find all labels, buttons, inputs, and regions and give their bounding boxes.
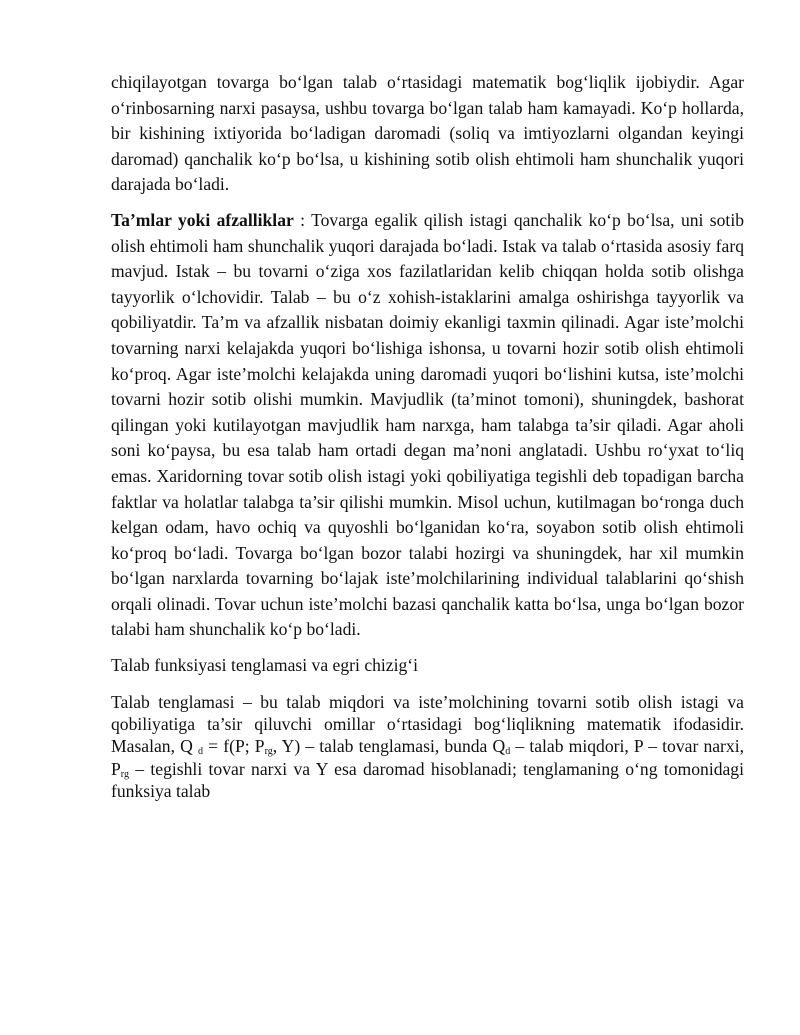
paragraph-income [111,70,744,198]
eq-subscript-rg: rg [264,746,273,758]
paragraph-tastes [111,208,744,643]
eq-text-3: , Y) – talab tenglamasi, bunda Q [272,736,506,757]
paragraph-tastes-text: : Tovarga egalik qilish istagi qanchalik ko‘p bo‘lsa, uni sotib olish ehtimoli ham shunchalik yuqori darajada bo‘ladi. Istak va talab o‘rtasida asosiy farq mavjud. Istak – bu tovarni o‘ziga xos fazilatlaridan kelib chiqqan holda sotib olishga tayyorlik o‘lchovidir. Talab – bu o‘z xohish-istaklarini amalga oshirishga tayyorlik va qobiliyatdir. Ta’m va afzallik nisbatan doimiy ekanligi taxmin qilinadi. Agar iste’molchi tovarning narxi kelajakda yuqori bo‘lishiga ishonsa, u tovarni hozir sotib olish ehtimoli ko‘proq. Agar iste’molchi kelajakda uning daromadi yuqori bo‘lishini kutsa, iste’molchi tovarni hozir sotib olishi mumkin. Mavjudlik (ta’minot tomoni), shuningdek, bashorat qilingan yoki kutilayotgan mavjudlik ham narxga, ham talabga ta’sir qiladi. Agar aholi soni ko‘paysa, bu esa talab ham ortadi degan ma’noni anglatadi. Ushbu ro‘yxat to‘liq emas. Xaridorning tovar sotib olish istagi yoki qobiliyatiga tegishli deb topadigan barcha faktlar va holatlar talabga ta’sir qilishi mumkin. Misol uchun, kutilmagan bo‘ronga duch kelgan odam, havo ochiq va quyoshli bo‘lganidan ko‘ra, soyabon sotib olish ehtimoli ko‘proq bo‘ladi. Tovarga bo‘lgan bozor talabi hozirgi va shuningdek, har xil mumkin bo‘lgan narxlarda tovarning bo‘lajak iste’molchilarining individual talablarini qo‘shish orqali olinadi. Tovar uchun iste’molchi bazasi qanchalik katta bo‘lsa, unga bo‘lgan bozor talabi ham shunchalik ko‘p bo‘ladi. [111,209,745,640]
eq-text-2: = f(P; P [203,736,265,757]
eq-text-1: Talab tenglamasi – bu talab miqdori va iste’molchining tovarni sotib olish istagi va qobiliyatiga ta’sir qiluvchi omillar o‘rtasidagi bog‘liqlikning matematik ifodasidir. Masalan, Q [111,691,744,757]
eq-subscript-d: d [198,746,204,758]
eq-subscript-d-2: d [505,746,511,758]
eq-subscript-rg-2: rg [120,768,129,780]
term-tastes-preferences: Ta’mlar yoki afzalliklar [111,209,294,230]
paragraph-income-text: chiqilayotgan tovarga bo‘lgan talab o‘rtasidagi matematik bog‘liqlik ijobiydir. Agar o‘rinbosarning narxi pasaysa, ushbu tovarga bo‘lgan talab ham kamayadi. Ko‘p hollarda, bir kishining ixtiyorida bo‘ladigan daromadi (soliq va imtiyozlarni olgandan keyingi daromad) qanchalik ko‘p bo‘lsa, u kishining sotib olish ehtimoli ham shunchalik yuqori darajada bo‘ladi. [111,72,744,195]
document-page [111,70,744,813]
section-heading: Talab funksiyasi tenglamasi va egri chizig‘i [111,655,419,676]
eq-text-4: – talab miqdori, P – tovar narxi, P [111,736,744,779]
eq-text-5: – tegishli tovar narxi va Y esa daromad hisoblanadi; tenglamaning o‘ng tomonidagi funksiya talab [111,758,744,802]
paragraph-demand-equation [111,691,744,803]
